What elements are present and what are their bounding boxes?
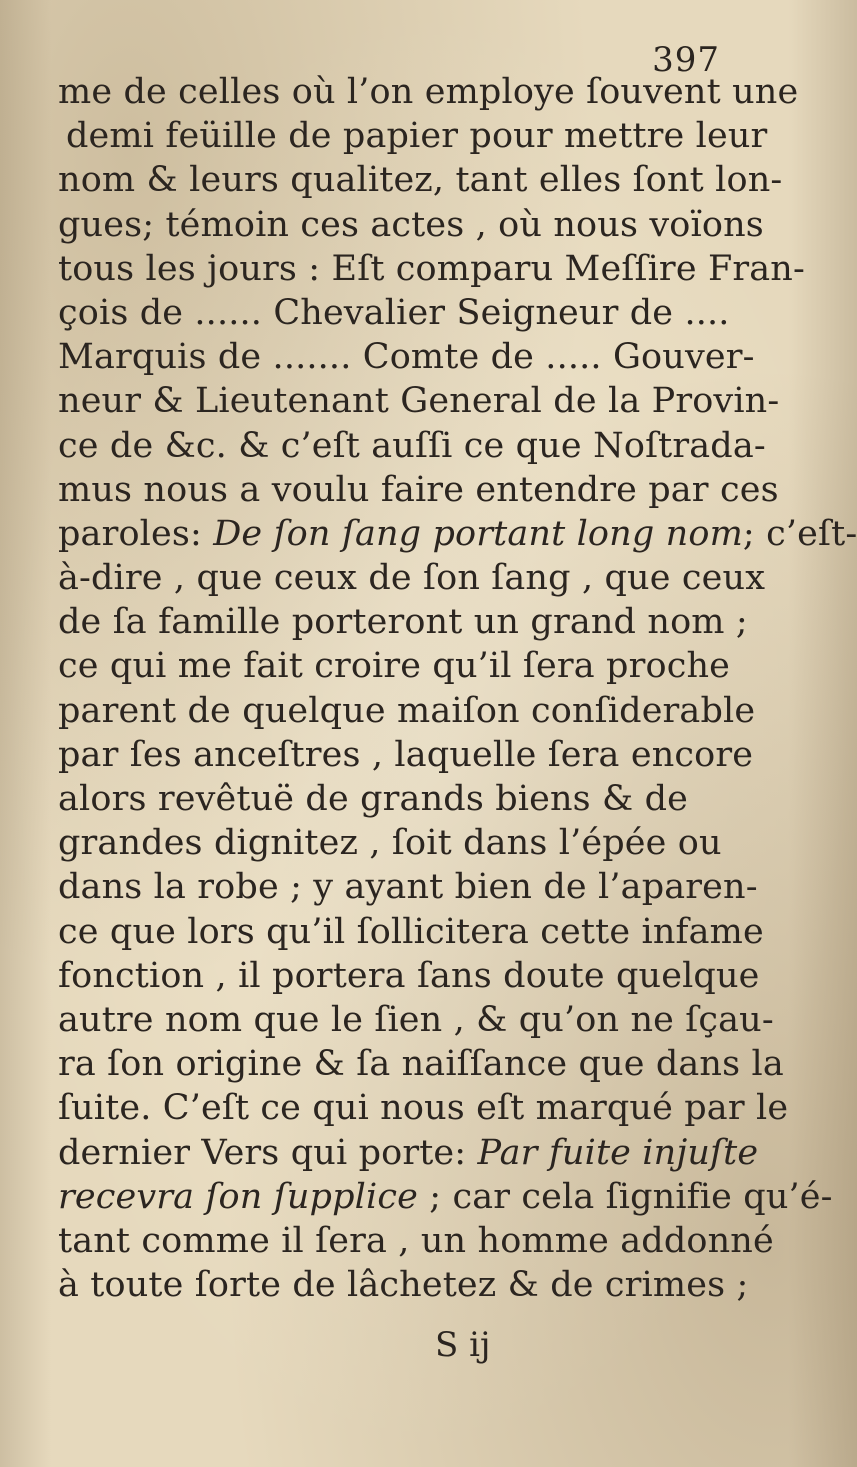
text-line: ce de &c. & c’eſt auſſi ce que Noſtrada- — [58, 425, 766, 466]
text-line: çois de ...... Chevalier Seigneur de .... — [58, 292, 730, 333]
signature-mark: S ij — [435, 1325, 491, 1365]
text-line: ce que lors qu’il ſollicitera cette infame — [58, 911, 764, 952]
text-line: à toute ſorte de lâchetez & de crimes ; — [58, 1265, 749, 1306]
page-number: 397 — [652, 40, 720, 80]
text-line: demi feüille de papier pour mettre leur — [66, 116, 768, 157]
text-line: ra ſon origine & ſa naiſſance que dans la — [58, 1044, 784, 1085]
text-line: tous les jours : Eſt comparu Meſſire Fran- — [58, 248, 805, 289]
text-line — [58, 512, 857, 556]
text-line: ſuite. C’eſt ce qui nous eſt marqué par le — [58, 1088, 789, 1129]
text-line: parent de quelque maiſon conſiderable — [58, 690, 756, 731]
italic-quote: Par fuite injuſte — [477, 1132, 759, 1173]
text-line: grandes dignitez , ſoit dans l’épée ou — [58, 823, 722, 864]
text-line: de ſa famille porteront un grand nom ; — [58, 602, 748, 643]
text-line: Marquis de ....... Comte de ..... Gouver- — [58, 337, 755, 378]
italic-quote: recevra ſon ſupplice — [58, 1176, 418, 1217]
text-line: tant comme il ſera , un homme addonné — [58, 1220, 774, 1261]
body-text — [58, 70, 857, 1307]
text-line: par ſes anceſtres , laquelle ſera encore — [58, 734, 754, 775]
text-line: à-dire , que ceux de ſon ſang , que ceux — [58, 558, 766, 599]
text-line — [58, 1131, 759, 1175]
text-line: alors revêtuë de grands biens & de — [58, 779, 689, 819]
text-segment: ; car cela ſignifie qu’é- — [417, 1176, 833, 1217]
text-line: me de celles où l’on employe ſouvent une — [58, 72, 799, 112]
text-segment: dernier Vers qui porte: — [58, 1132, 478, 1173]
text-line: nom & leurs qualitez, tant elles ſont lon- — [58, 160, 783, 201]
text-line: autre nom que le ſien , & qu’on ne ſçau- — [58, 999, 774, 1040]
text-segment: ; c’eſt- — [742, 513, 857, 554]
text-line: neur & Lieutenant General de la Provin- — [58, 381, 780, 422]
text-line: mus nous a voulu faire entendre par ces — [58, 469, 779, 510]
text-line: ce qui me fait croire qu’il ſera proche — [58, 646, 730, 687]
text-segment: paroles: — [58, 513, 214, 554]
text-line: fonction , il portera ſans doute quelque — [58, 955, 760, 996]
text-line — [58, 1175, 833, 1219]
text-line: dans la robe ; y ayant bien de l’aparen- — [58, 867, 758, 908]
text-line: gues; témoin ces actes , où nous voïons — [58, 204, 764, 245]
italic-quote: De ſon ſang portant long nom — [213, 513, 743, 554]
